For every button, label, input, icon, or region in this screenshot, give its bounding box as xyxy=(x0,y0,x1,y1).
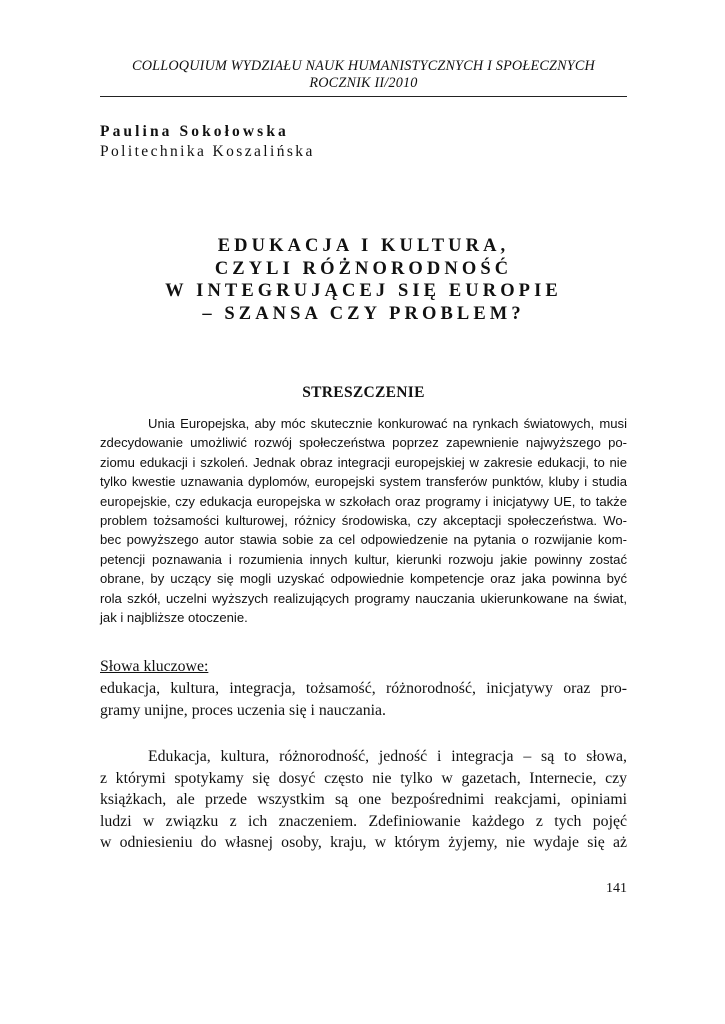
article-title xyxy=(100,235,627,325)
keywords-line: edukacja, kultura, integracja, tożsamość, różnorodność, inicjatywy oraz pro- xyxy=(100,680,627,697)
abstract-line: problem tożsamości kulturowej, różnicy środowiska, czy akceptacji społeczeństwa. Wo- xyxy=(100,513,627,529)
keywords-line: gramy unijne, proces uczenia się i nauczania. xyxy=(100,701,386,719)
body-line: z którymi spotykamy się dosyć często nie tylko w gazetach, Internecie, czy xyxy=(100,769,627,787)
abstract-line: zdecydowanie umożliwić rozwój społeczeństwa poprzez zapewnienie najwyższego po- xyxy=(100,435,627,451)
volume-info: ROCZNIK II/2010 xyxy=(309,75,418,91)
title-line: – SZANSA CZY PROBLEM? xyxy=(202,303,525,324)
abstract-line: Unia Europejska, aby móc skutecznie konkurować na rynkach światowych, musi xyxy=(148,416,627,431)
title-line: CZYLI RÓŻNORODNOŚĆ xyxy=(214,258,513,279)
body-line: ludzi w związku z ich znaczeniem. Zdefiniowanie każdego z tych pojęć xyxy=(100,812,627,830)
keywords-heading: Słowa kluczowe: xyxy=(100,658,209,675)
body-line: w odniesieniu do własnej osoby, kraju, w którym żyjemy, nie wydaje się aż xyxy=(100,834,627,852)
abstract-line: jak i najbliższe otoczenie. xyxy=(100,610,248,626)
journal-title: COLLOQUIUM WYDZIAŁU NAUK HUMANISTYCZNYCH I SPOŁECZNYCH xyxy=(132,58,595,74)
title-line: W INTEGRUJĄCEJ SIĘ EUROPIE xyxy=(165,281,562,301)
abstract-line: europejskie, czy edukacja europejska w szkołach oraz programy i inicjatywy UE, to także xyxy=(100,493,627,509)
abstract-heading: STRESZCZENIE xyxy=(302,384,425,401)
abstract-line: ziomu edukacji i szkoleń. Jednak obraz integracji europejskiej w zakresie edukacji, to nie xyxy=(100,454,627,470)
page-number: 141 xyxy=(606,881,627,896)
keywords-text xyxy=(100,678,627,721)
abstract-line: bec powyższego autor stawia sobie za cel odpowiedzenie na pytania o rozwijanie kom- xyxy=(100,532,627,548)
abstract-text xyxy=(100,414,627,627)
body-line: książkach, ale przede wszystkim są one bezpośrednimi reakcjami, opiniami xyxy=(100,791,627,809)
running-header xyxy=(100,58,627,92)
abstract-line: rola szkół, uczelni wyższych realizujących programy nauczania ukierunkowane na świat, xyxy=(100,590,627,606)
header-divider xyxy=(100,96,627,97)
body-line: Edukacja, kultura, różnorodność, jedność i integracja – są to słowa, xyxy=(148,748,627,765)
author-name: Paulina Sokołowska xyxy=(100,123,289,140)
abstract-line: petencji poznawania i rozumienia innych kultur, kierunki rozwoju jakie powinny zostać xyxy=(100,551,627,567)
abstract-line: tylko kwestie uznawania dyplomów, europejski system transferów punktów, kluby i studia xyxy=(100,474,627,490)
abstract-line: obrane, by uczący się mogli uzyskać odpowiednie kompetencje oraz jaka powinna być xyxy=(100,571,627,587)
author-affiliation: Politechnika Koszalińska xyxy=(100,143,315,160)
title-line: EDUKACJA I KULTURA, xyxy=(217,236,510,256)
author-block xyxy=(100,122,315,162)
body-paragraph xyxy=(100,746,627,854)
